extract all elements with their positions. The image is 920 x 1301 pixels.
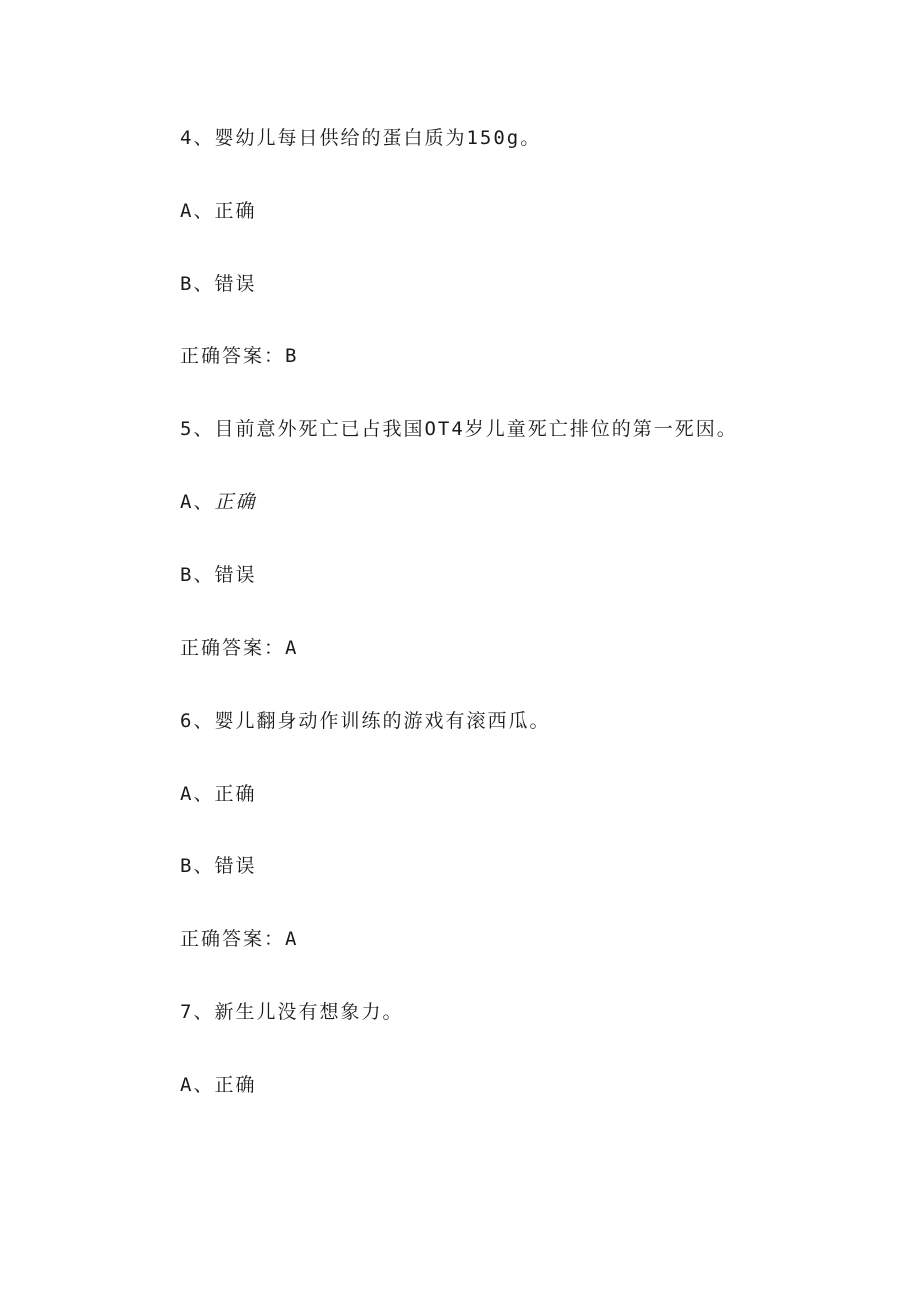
- question-6-option-b: B、错误: [180, 855, 257, 877]
- question-5-option-b: B、错误: [180, 564, 257, 586]
- question-7-option-a: A、正确: [180, 1074, 257, 1096]
- question-6-stem: 6、婴儿翻身动作训练的游戏有滚西瓜。: [180, 710, 551, 732]
- question-5-option-a: [180, 490, 256, 514]
- question-4-option-b: B、错误: [180, 273, 257, 295]
- question-4-stem: 4、婴幼儿每日供给的蛋白质为150g。: [180, 127, 542, 149]
- question-5-option-a-prefix: A、: [180, 491, 215, 513]
- question-7-stem: 7、新生儿没有想象力。: [180, 1001, 404, 1023]
- question-5-stem: 5、目前意外死亡已占我国OT4岁儿童死亡排位的第一死因。: [180, 418, 738, 440]
- question-6-option-a: A、正确: [180, 783, 257, 805]
- question-5-answer: 正确答案：A: [180, 637, 299, 659]
- question-5-option-a-text: 正确: [214, 491, 257, 513]
- question-4-option-a: A、正确: [180, 200, 257, 222]
- question-4-answer: 正确答案：B: [180, 345, 299, 367]
- question-6-answer: 正确答案：A: [180, 928, 299, 950]
